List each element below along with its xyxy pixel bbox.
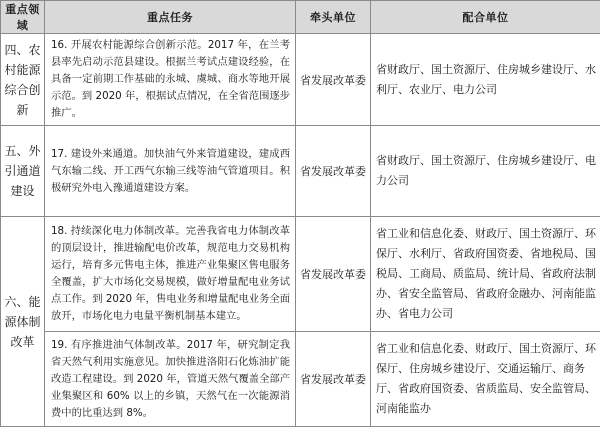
lead-cell: 省发展改革委	[296, 217, 371, 332]
header-lead: 牵头单位	[296, 1, 371, 34]
task-cell: 16. 开展农村能源综合创新示范。2017 年，在兰考县率先启动示范县建设。根据兰考试点建设经验，在具备一定前期工作基础的永城、虞城、商水等地开展示范。到 2020 年，根据试点情况，在全省范围逐步推广。	[45, 34, 296, 126]
lead-cell: 省发展改革委	[296, 332, 371, 427]
header-area: 重点领域	[1, 1, 45, 34]
table-row	[1, 332, 600, 427]
task-cell: 17. 建设外来通道。加快油气外来管道建设，建成西气东输二线、开工西气东输三线等油气管道项目。积极研究外电入豫通道建设方案。	[45, 126, 296, 217]
table-row	[1, 126, 600, 217]
coop-cell: 省工业和信息化委、财政厅、国土资源厅、环保厅、住房城乡建设厅、交通运输厅、商务厅、省政府国资委、省质监局、安全监管局、河南能监办	[371, 332, 600, 427]
coop-cell: 省财政厅、国土资源厅、住房城乡建设厅、水利厅、农业厅、电力公司	[371, 34, 600, 126]
area-cell: 六、能源体制改革	[1, 217, 45, 427]
table-row	[1, 217, 600, 332]
header-row	[1, 1, 600, 34]
task-cell: 18. 持续深化电力体制改革。完善我省电力体制改革的顶层设计，推进输配电价改革，规范电力交易机构运行，培育多元售电主体，推进产业集聚区售电服务全覆盖，扩大市场化交易规模，做好增量配电业务试点工作。到 2020 年，售电业务和增量配电业务全面放开，市场化电力电量平衡机制基本建立。	[45, 217, 296, 332]
area-cell: 五、外引通道建设	[1, 126, 45, 217]
lead-cell: 省发展改革委	[296, 34, 371, 126]
header-task: 重点任务	[45, 1, 296, 34]
coop-cell: 省财政厅、国土资源厅、住房城乡建设厅、电力公司	[371, 126, 600, 217]
lead-cell: 省发展改革委	[296, 126, 371, 217]
task-cell: 19. 有序推进油气体制改革。2017 年，研究制定我省天然气利用实施意见。加快推进洛阳石化炼油扩能改造工程建设。到 2020 年，管道天然气覆盖全部产业集聚区和 60% 以上的乡镇，天然气在一次能源消费中的比重达到 8%。	[45, 332, 296, 427]
table-row	[1, 34, 600, 126]
coop-cell: 省工业和信息化委、财政厅、国土资源厅、环保厅、水利厅、省政府国资委、省地税局、国税局、工商局、质监局、统计局、省政府法制办、省安全监管局、省政府金融办、河南能监办、省电力公司	[371, 217, 600, 332]
header-coop: 配合单位	[371, 1, 600, 34]
area-cell: 四、农村能源综合创新	[1, 34, 45, 126]
